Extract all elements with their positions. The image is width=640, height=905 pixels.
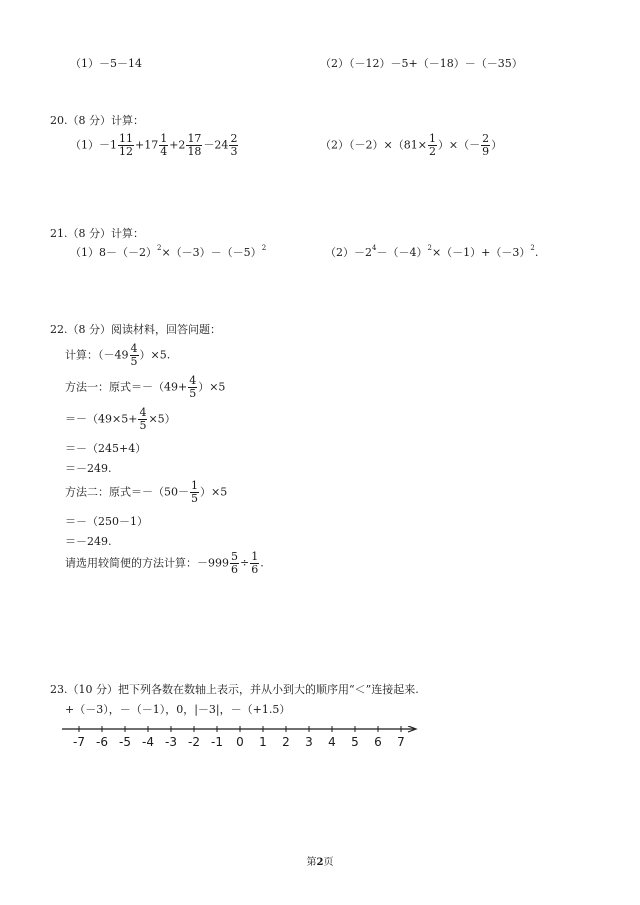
fraction: $\frac{1}{5}$ xyxy=(191,479,198,505)
axis-tick-label: 5 xyxy=(351,735,359,749)
q20-part1 xyxy=(70,133,239,158)
fraction: $\frac{1}{6}$ xyxy=(251,550,259,576)
fraction: $\frac{1}{4}$ xyxy=(160,132,168,158)
expr-text: ）×5. xyxy=(139,348,171,362)
fraction: $\frac{2}{3}$ xyxy=(230,132,238,158)
q20-p2-pre: （2）（－2）×（81× xyxy=(320,138,427,152)
q22-line7: ＝－（250－1） xyxy=(65,515,148,528)
fraction: $\frac{17}{18}$ xyxy=(187,132,202,158)
axis-tick-label: 2 xyxy=(282,735,290,749)
exponent: 2 xyxy=(157,244,162,252)
exponent: 2 xyxy=(261,244,267,252)
exponent: 2 xyxy=(530,244,535,252)
q21-part1 xyxy=(70,244,267,259)
footer-prefix: 第 xyxy=(306,857,317,868)
axis-tick-label: 4 xyxy=(328,735,336,749)
q22-line4: ＝－（245+4） xyxy=(65,442,147,455)
q22-line5: ＝－249. xyxy=(65,462,112,475)
q19-part2: （2）（－12）－5+（－18）－（－35） xyxy=(320,57,523,70)
fraction: $\frac{4}{5}$ xyxy=(139,406,147,432)
q22-line1 xyxy=(65,343,170,368)
q23-numbers: +（－3），－（－1），0，|－3|，－（+1.5） xyxy=(65,703,291,716)
axis-tick-label: 0 xyxy=(236,735,244,749)
q20-part2 xyxy=(320,133,502,158)
fraction: $\frac{2}{9}$ xyxy=(482,132,490,158)
expr-text: －（－4） xyxy=(376,246,428,259)
q21-header: 21.（8 分）计算： xyxy=(50,227,144,240)
fraction: $\frac{4}{5}$ xyxy=(189,374,197,400)
expr-text: . xyxy=(534,246,539,259)
exponent: 2 xyxy=(427,244,432,252)
expr-text: ×（－1）+（－3） xyxy=(431,246,531,259)
expr-text: 方法一：原式＝－（49+ xyxy=(65,380,188,394)
expr-text: . xyxy=(260,556,264,570)
axis-tick-label: 3 xyxy=(305,735,313,749)
page-number: 2 xyxy=(316,857,324,868)
axis-tick-label: 7 xyxy=(397,735,405,749)
axis-tick-label: 1 xyxy=(259,735,267,749)
expr-text: 方法二：原式＝－（50－ xyxy=(65,485,189,499)
axis-tick-label: -6 xyxy=(96,735,108,749)
expr-text: 请选用较简便的方法计算：－999 xyxy=(65,556,229,570)
exponent: 4 xyxy=(372,244,377,252)
q22-line8: ＝－249. xyxy=(65,535,112,548)
q20-p2-mid: ）×（－ xyxy=(437,138,481,152)
q22-header: 22.（8 分）阅读材料，回答问题： xyxy=(50,323,221,336)
q20-p1-pre: （1）－1 xyxy=(70,138,117,152)
fraction: $\frac{4}{5}$ xyxy=(130,342,138,368)
q22-line6 xyxy=(65,480,227,505)
expr-text: （1）8－（－2） xyxy=(70,246,157,259)
q23-header: 23.（10 分）把下列各数在数轴上表示，并从小到大的顺序用“＜”连接起来. xyxy=(50,683,419,696)
expr-text: 计算：（－49 xyxy=(65,348,129,362)
expr-text: （2）－2 xyxy=(325,246,372,259)
expr-text: ÷ xyxy=(240,556,250,570)
axis-tick-label: -1 xyxy=(211,735,223,749)
axis-tick-label: 6 xyxy=(374,735,382,749)
expr-text: ×5） xyxy=(148,412,176,426)
axis-tick-label: -3 xyxy=(165,735,177,749)
q20-p1-m3: －24 xyxy=(203,138,229,152)
fraction: $\frac{11}{12}$ xyxy=(119,132,133,158)
q22-line3 xyxy=(65,407,176,432)
q22-line9 xyxy=(65,551,264,576)
q20-header: 20.（8 分）计算： xyxy=(50,114,144,127)
expr-text: ＝－（49×5+ xyxy=(65,412,138,426)
axis-tick-label: -7 xyxy=(73,735,85,749)
q20-p2-end: ） xyxy=(491,138,503,152)
axis-tick-label: -5 xyxy=(119,735,131,749)
page-footer xyxy=(0,858,640,868)
q19-part1: （1）－5－14 xyxy=(70,57,142,70)
expr-text: ）×5 xyxy=(198,380,226,394)
fraction: $\frac{5}{6}$ xyxy=(231,550,238,576)
q22-line2 xyxy=(65,375,225,400)
q20-p1-m2: +2 xyxy=(169,138,186,152)
axis-tick-label: -2 xyxy=(188,735,200,749)
q20-p1-m1: +17 xyxy=(135,138,159,152)
fraction: $\frac{1}{2}$ xyxy=(428,132,436,158)
expr-text: ×（－3）－（－5） xyxy=(161,246,262,259)
footer-suffix: 页 xyxy=(323,857,334,868)
axis-tick-label: -4 xyxy=(142,735,154,749)
expr-text: ）×5 xyxy=(200,485,228,499)
number-line xyxy=(62,726,422,752)
q21-part2 xyxy=(325,244,539,259)
